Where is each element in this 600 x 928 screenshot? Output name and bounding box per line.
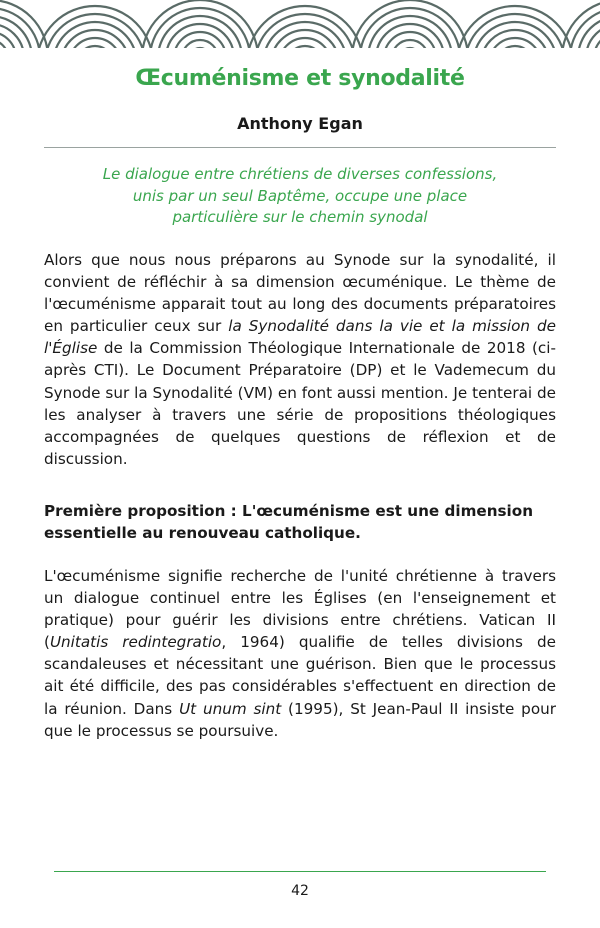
text-run: (1995), St Jean-Paul II insiste pour que le processus se poursuive. bbox=[44, 699, 556, 740]
italic-title-run: Ut unum sint bbox=[179, 699, 282, 718]
concentric-arcs-pattern bbox=[0, 0, 600, 48]
text-run: , 1964) qualifie de telles divisions de scandaleuses et nécessitant une guérison. Bien que le processus ait été difficile, des pas considérables s'effectuent en direction de la réunion. Dans bbox=[44, 633, 556, 718]
arc-ring bbox=[182, 40, 218, 48]
arc-ring bbox=[497, 46, 533, 48]
arc-ring bbox=[263, 22, 347, 48]
arc-ring bbox=[166, 24, 234, 48]
subtitle-line: Le dialogue entre chrétiens de diverses confessions, bbox=[102, 165, 498, 183]
subtitle-lede bbox=[60, 164, 540, 229]
arc-ring bbox=[0, 40, 8, 48]
arc-ring bbox=[392, 40, 428, 48]
page-number: 42 bbox=[291, 883, 309, 899]
italic-title-run: Unitatis redintegratio bbox=[49, 633, 222, 652]
text-run: de la Commission Théologique Internationale de 2018 (ci-après CTI). Le Document Préparatoire (DP) et le Vademecum du Synode sur la Synodalité (VM) en font aussi mention. Je tenterai de les analyser à travers une série de propositions théologiques accompagnées de quelques questions de réflexion et de discussion. bbox=[44, 339, 556, 468]
article-title: Œcuménisme et synodalité bbox=[135, 66, 465, 91]
text-run: L'œcuménisme signifie recherche de l'unité chrétienne à travers un dialogue continuel entre les Églises (en l'enseignement et pratique) pour guérir les divisions entre chrétiens. Vatican II ( bbox=[44, 567, 556, 652]
subtitle-line: unis par un seul Baptême, occupe une place bbox=[132, 186, 468, 205]
arc-ring bbox=[150, 8, 250, 48]
arc-ring bbox=[360, 8, 460, 48]
arc-ring bbox=[570, 8, 600, 48]
section-heading: Première proposition : L'œcuménisme est une dimension essentielle au renouveau catholique. bbox=[44, 502, 534, 542]
subtitle-line: particulière sur le chemin synodal bbox=[172, 208, 428, 226]
arc-ring bbox=[247, 6, 363, 48]
arc-ring bbox=[37, 6, 153, 48]
body-paragraph-intro bbox=[44, 249, 556, 470]
arc-ring bbox=[287, 46, 323, 48]
decorative-banner bbox=[0, 0, 600, 48]
arc-ring bbox=[457, 6, 573, 48]
author-name: Anthony Egan bbox=[237, 114, 363, 133]
arc-ring bbox=[0, 16, 32, 48]
arc-ring bbox=[77, 46, 113, 48]
footer-divider bbox=[54, 871, 546, 872]
body-paragraph-ecumenism bbox=[44, 565, 556, 742]
divider bbox=[44, 147, 556, 148]
italic-title-run: la Synodalité dans la vie et la mission de l'Église bbox=[44, 317, 556, 358]
arc-ring bbox=[53, 22, 137, 48]
arc-ring bbox=[473, 22, 557, 48]
arc-ring bbox=[376, 24, 444, 48]
text-run: Alors que nous nous préparons au Synode sur la synodalité, il convient de réfléchir à sa dimension œcuménique. Le thème de l'œcuménisme apparait tout au long des documents préparatoires en particulier ceux sur bbox=[44, 251, 556, 336]
